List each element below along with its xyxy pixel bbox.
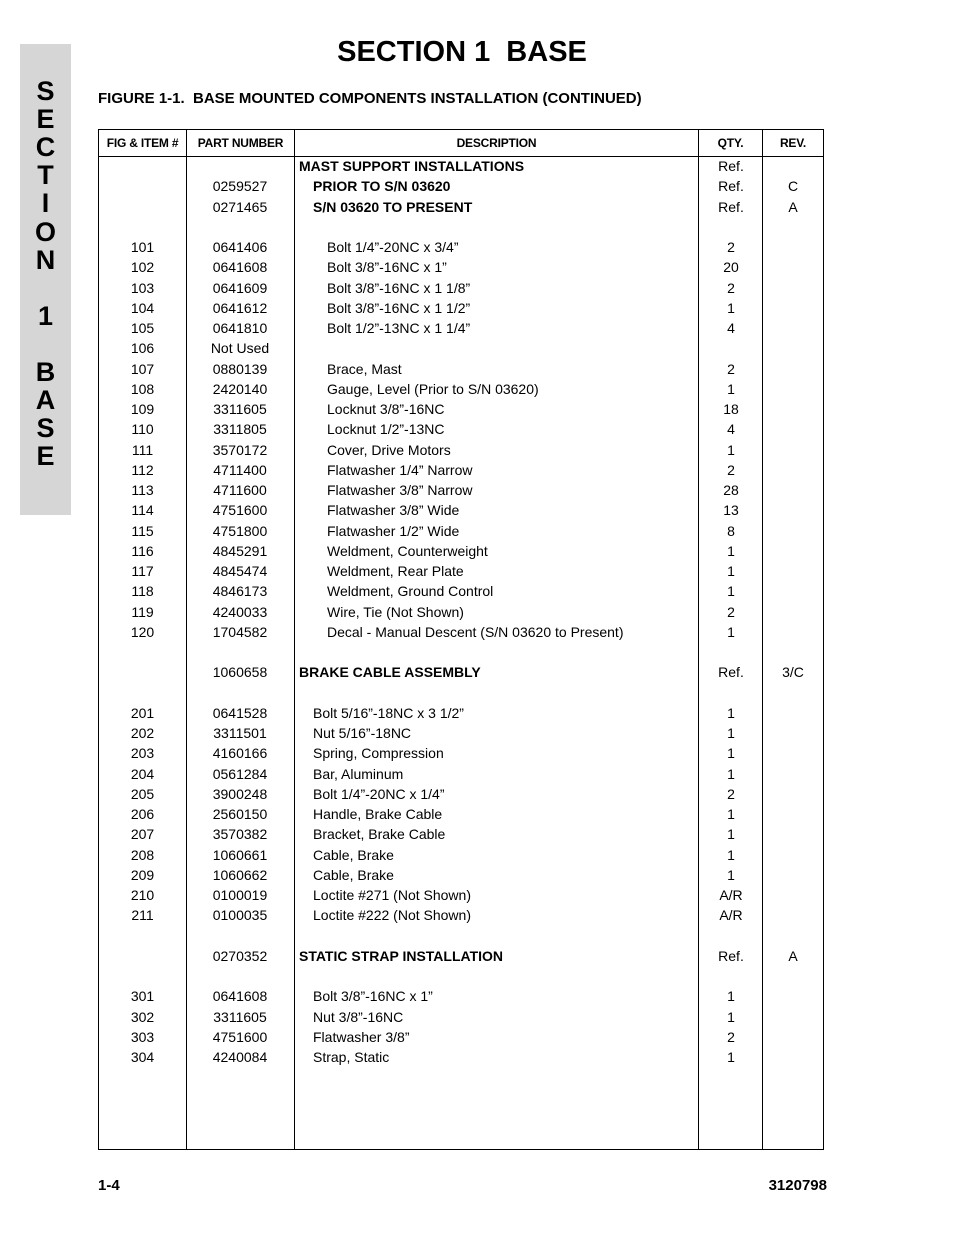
side-tab-letter: C [35,132,56,162]
quantity: 1 [727,623,735,640]
item-number: 206 [130,806,155,822]
side-tab-letter: O [34,217,56,247]
quantity: 1 [727,988,735,1005]
description: Bolt 1/4”-20NC x 3/4” [327,239,459,255]
table-row [99,500,823,520]
table-row [99,885,823,905]
item-number: 304 [130,1049,155,1065]
description: Flatwasher 1/4” Narrow [327,461,473,478]
header-qty: QTY. [717,136,744,150]
quantity: 20 [723,259,739,276]
quantity: 1 [727,583,735,600]
quantity: 1 [727,846,735,863]
table-row [99,581,823,601]
quantity: 28 [723,482,739,498]
item-number: 104 [130,299,155,316]
table-row [99,237,823,257]
quantity: 2 [727,279,735,296]
quantity: 4 [727,421,735,438]
quantity: 1 [727,441,735,458]
quantity: 1 [727,826,735,843]
table-row [99,602,823,622]
description: Gauge, Level (Prior to S/N 03620) [327,380,539,397]
quantity: 1 [727,1008,735,1025]
description: Strap, Static [313,1049,390,1065]
table-row [99,1007,823,1027]
revision: C [787,178,799,195]
part-number: 3570382 [212,826,268,843]
item-number: 203 [130,745,155,762]
table-row [99,399,823,419]
description: Bolt 1/4”-20NC x 1/4” [313,785,445,802]
table-row [99,865,823,885]
description: Weldment, Rear Plate [327,563,464,579]
description: Bracket, Brake Cable [313,826,446,843]
table-row [99,804,823,824]
item-number: 303 [130,1028,155,1045]
side-tab-letter: A [35,385,56,415]
part-number: 4240033 [212,603,268,620]
table-row [99,460,823,480]
table-row [99,359,823,379]
table-row [99,1047,823,1067]
quantity: 8 [727,522,735,539]
item-number: 211 [131,907,154,924]
item-number: 107 [130,360,155,377]
description: Weldment, Ground Control [327,583,494,600]
item-number: 204 [130,765,155,782]
description: BRAKE CABLE ASSEMBLY [299,664,481,681]
part-number: 0641608 [212,988,268,1005]
item-number: 118 [131,583,154,600]
item-number: 208 [130,846,155,863]
quantity: 1 [727,866,735,883]
description: Loctite #271 (Not Shown) [313,887,471,903]
part-number: 4845474 [212,563,268,579]
table-row [99,521,823,541]
description: STATIC STRAP INSTALLATION [299,947,504,964]
table-row [99,156,823,176]
part-number: 4751600 [212,502,268,519]
description: Bolt 3/8”-16NC x 1 1/2” [327,299,471,316]
description: Flatwasher 3/8” Wide [327,502,460,519]
item-number: 103 [130,279,155,296]
part-number: 4751800 [212,522,268,539]
item-number: 302 [130,1008,155,1025]
description: Bolt 3/8”-16NC x 1 1/8” [327,279,471,296]
section-title: SECTION 1 BASE [337,36,587,68]
description: S/N 03620 TO PRESENT [313,198,473,215]
item-number: 113 [131,482,154,498]
table-row [99,298,823,318]
table-row [99,278,823,298]
table-row [99,905,823,925]
table-row [99,824,823,844]
part-number: 3311501 [213,725,267,741]
table-row [99,440,823,460]
description: Locknut 3/8”-16NC [327,401,445,417]
description: Cable, Brake [313,866,394,883]
part-number: 4240084 [212,1049,268,1065]
description: Bar, Aluminum [313,765,404,782]
revision: A [788,947,798,964]
item-number: 301 [130,988,155,1005]
quantity: 2 [727,461,735,478]
table-row [99,197,823,217]
quantity: 1 [727,704,735,721]
description: Spring, Compression [313,745,444,762]
quantity: 2 [727,603,735,620]
table-row [99,845,823,865]
header-item: FIG & ITEM # [106,136,179,150]
table-row [99,986,823,1006]
description: Loctite #222 (Not Shown) [313,907,471,924]
item-number: 201 [130,704,155,721]
description: Flatwasher 3/8” Narrow [327,482,473,498]
item-number: 112 [131,461,154,478]
part-number: 0641810 [212,320,268,336]
description: Brace, Mast [327,360,402,377]
part-number: 3311605 [213,1008,267,1025]
item-number: 111 [131,441,154,458]
quantity: Ref. [718,664,744,681]
quantity: 1 [727,380,735,397]
quantity: A/R [719,907,743,924]
quantity: Ref. [718,947,744,964]
part-number: 0100035 [212,907,268,924]
header-rev: REV. [779,136,807,150]
side-tab-letter: S [36,413,55,443]
table-row [99,541,823,561]
part-number: 3311605 [213,401,267,417]
quantity: 1 [727,1049,735,1065]
part-number: 4846173 [212,583,268,600]
table-row [99,662,823,682]
table-row [99,480,823,500]
quantity: 18 [723,401,739,417]
revision: 3/C [782,664,804,681]
quantity: 1 [727,745,735,762]
description: MAST SUPPORT INSTALLATIONS [299,158,525,174]
side-tab-letter: E [36,441,55,471]
table-row [99,257,823,277]
side-tab-letter: B [35,357,56,387]
part-number: 0641608 [212,259,268,276]
description: Bolt 1/2”-13NC x 1 1/4” [327,320,471,336]
revision: A [788,198,798,215]
part-number: 4711600 [213,482,267,498]
part-number: 4711400 [213,461,267,478]
part-number: 0880139 [212,360,268,377]
item-number: 109 [130,401,155,417]
item-number: 119 [131,603,154,620]
document-number: 3120798 [768,1177,827,1194]
quantity: 1 [727,806,735,822]
description: Nut 5/16”-18NC [313,725,412,741]
description: Cable, Brake [313,846,394,863]
item-number: 120 [130,623,155,640]
part-number: 0259527 [212,178,268,195]
side-tab-letter: E [36,104,55,134]
part-number: 1704582 [212,623,268,640]
item-number: 102 [130,259,155,276]
quantity: 1 [727,542,735,559]
item-number: 105 [130,320,155,336]
side-tab-letter: I [41,188,50,218]
table-row [99,419,823,439]
part-number: 0271465 [212,198,268,215]
table-row [99,318,823,338]
side-tab-letter: S [36,76,55,106]
item-number: 116 [131,542,154,559]
table-row [99,743,823,763]
quantity: Ref. [718,158,744,174]
table-row [99,723,823,743]
part-number: 0641406 [212,239,268,255]
part-number: 1060662 [212,866,268,883]
figure-title: FIGURE 1-1. BASE MOUNTED COMPONENTS INSTALLATION (CONTINUED) [98,90,642,107]
item-number: 106 [130,340,155,357]
description: Bolt 3/8”-16NC x 1” [327,259,447,276]
quantity: Ref. [718,178,744,195]
part-number: 3311805 [213,421,267,438]
description: Bolt 5/16”-18NC x 3 1/2” [313,704,464,721]
quantity: 2 [727,360,735,377]
quantity: 2 [727,239,735,255]
item-number: 108 [130,380,155,397]
part-number: 4751600 [212,1028,268,1045]
quantity: 1 [727,299,735,316]
part-number: 2560150 [212,806,268,822]
description: Wire, Tie (Not Shown) [327,603,464,620]
quantity: 1 [727,563,735,579]
table-row [99,338,823,358]
table-row [99,561,823,581]
description: Handle, Brake Cable [313,806,443,822]
quantity: Ref. [718,198,744,215]
part-number: 0561284 [212,765,268,782]
table-row [99,622,823,642]
item-number: 117 [131,563,154,579]
part-number: 1060658 [212,664,268,681]
item-number: 205 [130,785,155,802]
description: Flatwasher 3/8” [313,1028,410,1045]
description: Locknut 1/2”-13NC [327,421,445,438]
side-tab-letter: N [35,245,56,275]
part-number: Not Used [210,340,270,357]
header-part-number: PART NUMBER [197,136,284,150]
quantity: 1 [727,765,735,782]
description: Cover, Drive Motors [327,441,451,458]
parts-table [98,129,824,1150]
item-number: 210 [130,887,155,903]
part-number: 2420140 [212,380,268,397]
quantity: 2 [727,785,735,802]
item-number: 209 [130,866,155,883]
item-number: 101 [130,239,155,255]
table-row [99,379,823,399]
part-number: 3570172 [212,441,268,458]
table-row [99,784,823,804]
part-number: 0100019 [212,887,268,903]
part-number: 4845291 [212,542,268,559]
table-row [99,946,823,966]
item-number: 202 [130,725,155,741]
table-row [99,1027,823,1047]
item-number: 207 [130,826,155,843]
quantity: 2 [727,1028,735,1045]
header-description: DESCRIPTION [456,136,537,150]
side-tab-letter: 1 [37,301,54,331]
part-number: 4160166 [212,745,268,762]
quantity: 4 [727,320,735,336]
table-row [99,703,823,723]
quantity: 13 [723,502,739,519]
description: PRIOR TO S/N 03620 [313,178,451,195]
quantity: 1 [727,725,735,741]
side-tab-letter: T [37,160,54,190]
description: Flatwasher 1/2” Wide [327,522,460,539]
table-row [99,764,823,784]
part-number: 3900248 [212,785,268,802]
section-side-tab [20,44,71,515]
page-number: 1-4 [98,1177,120,1194]
item-number: 110 [131,421,154,438]
table-row [99,176,823,196]
quantity: A/R [719,887,743,903]
part-number: 0641612 [212,299,268,316]
description: Weldment, Counterweight [327,542,488,559]
description: Bolt 3/8”-16NC x 1” [313,988,433,1005]
part-number: 0641609 [212,279,268,296]
part-number: 0270352 [212,947,268,964]
description: Decal - Manual Descent (S/N 03620 to Present) [327,623,624,640]
item-number: 115 [131,522,154,539]
item-number: 114 [131,502,154,519]
part-number: 0641528 [212,704,268,721]
description: Nut 3/8”-16NC [313,1008,404,1025]
part-number: 1060661 [212,846,268,863]
